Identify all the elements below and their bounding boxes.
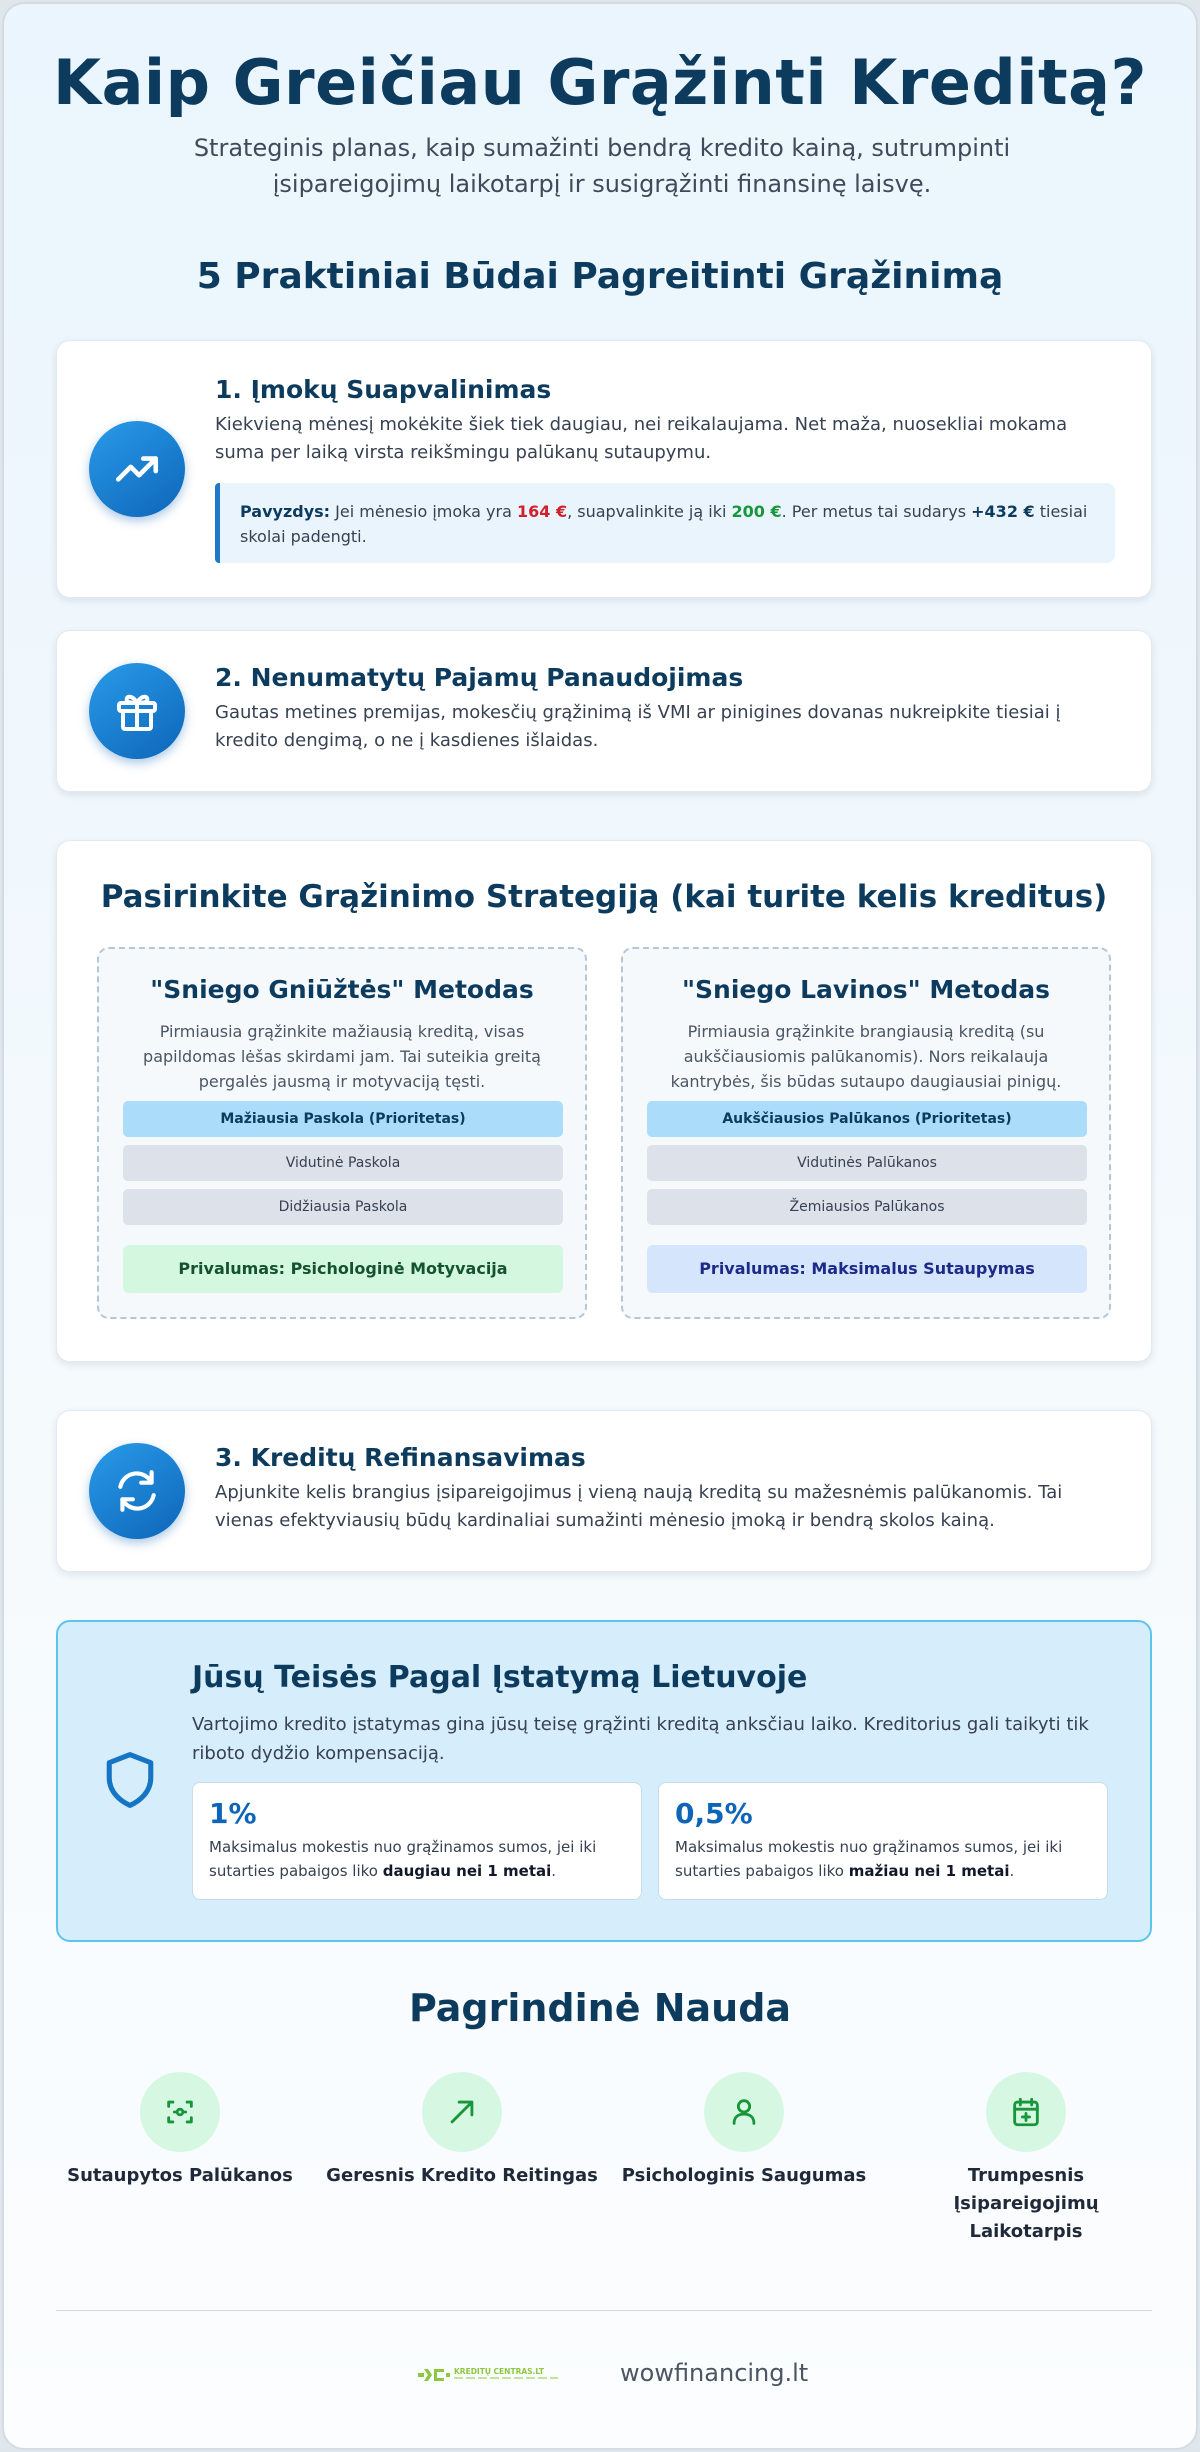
example-amount-current: 164 €	[516, 502, 568, 521]
example-label: Pavyzdys:	[240, 502, 331, 521]
card-description: Apjunkite kelis brangius įsipareigojimus į vieną naują kreditą su mažesnėmis palūkanomis. Tai vienas efektyviausių būdų kardinaliai sumažinti mėnesio įmoką ir bendrą skolos kainą.	[215, 1482, 1063, 1531]
method-description: Pirmiausia grąžinkite brangiausią kreditą (su aukščiausiomis palūkanomis). Nors reikalauja kantrybės, šis būdas sutaupo daugiausiai pinigų.	[670, 1022, 1062, 1091]
rate-end: .	[551, 1862, 557, 1880]
gift-icon	[89, 663, 185, 759]
rate-description	[209, 1835, 629, 1883]
card-description: Kiekvieną mėnesį mokėkite šiek tiek daugiau, nei reikalaujama. Net maža, nuosekliai mokama suma per laiką virsta reikšmingu palūkanų sutaupymu.	[215, 414, 1068, 463]
example-amount-rounded: 200 €	[731, 502, 782, 521]
example-amount-yearly: +432 €	[971, 502, 1035, 521]
card-description: Gautas metines premijas, mokesčių grąžinimą iš VMI ar pinigines dovanas nukreipkite tiesiai į kredito dengimą, o ne į kasdienes išlaidas.	[215, 702, 1061, 751]
strategy-title: Pasirinkite Grąžinimo Strategiją (kai turite kelis kreditus)	[100, 879, 1108, 915]
example-text: tiesiai skolai padengti.	[240, 502, 1088, 546]
refresh-icon	[89, 1443, 185, 1539]
snowball-method	[97, 947, 587, 1319]
secondary-step: Vidutinė Paskola	[123, 1145, 563, 1181]
method-description: Pirmiausia grąžinkite mažiausią kreditą, visas papildomas lėšas skirdami jam. Tai suteikia greitą pergalės jausmą ir motyvaciją tęsti.	[143, 1022, 541, 1091]
way-card-refinancing	[56, 1410, 1152, 1572]
infographic-page	[2, 2, 1198, 2450]
secondary-step: Vidutinės Palūkanos	[647, 1145, 1087, 1181]
priority-step: Aukščiausios Palūkanos (Prioritetas)	[647, 1101, 1087, 1137]
method-title: "Sniego Gniūžtės" Metodas	[150, 975, 534, 1004]
method-title: "Sniego Lavinos" Metodas	[682, 975, 1050, 1004]
page-title: Kaip Greičiau Grąžinti Kreditą?	[53, 46, 1147, 119]
card-title: 3. Kreditų Refinansavimas	[215, 1443, 586, 1472]
trending-up-icon	[89, 421, 185, 517]
page-subtitle: Strateginis planas, kaip sumažinti bendrą kredito kainą, sutrumpinti įsipareigojimų laikotarpį ir susigrąžinti finansinę laisvę.	[193, 134, 1011, 198]
shield-icon	[102, 1750, 158, 1810]
rate-emphasis: mažiau nei 1 metai	[848, 1862, 1010, 1880]
legal-title: Jūsų Teisės Pagal Įstatymą Lietuvoje	[192, 1660, 808, 1695]
benefit-badge: Privalumas: Maksimalus Sutaupymas	[647, 1245, 1087, 1293]
user-icon	[704, 2072, 784, 2152]
example-text: . Per metus tai sudarys	[781, 502, 972, 521]
secondary-step: Žemiausios Palūkanos	[647, 1189, 1087, 1225]
avalanche-method	[621, 947, 1111, 1319]
benefit-label: Geresnis Kredito Reitingas	[326, 2165, 598, 2186]
calendar-plus-icon	[986, 2072, 1066, 2152]
benefits-title: Pagrindinė Nauda	[408, 1986, 792, 2030]
rate-description	[675, 1835, 1095, 1883]
way-card-windfall	[56, 630, 1152, 792]
benefit-label: Trumpesnis Įsipareigojimų Laikotarpis	[953, 2165, 1099, 2242]
legal-description: Vartojimo kredito įstatymas gina jūsų teisę grąžinti kreditą anksčiau laiko. Kreditorius gali taikyti tik riboto dydžio kompensaciją.	[192, 1714, 1089, 1764]
ways-section-title: 5 Praktiniai Būdai Pagreitinti Grąžinimą	[196, 256, 1004, 297]
strategy-card	[56, 840, 1152, 1362]
rate-percent: 0,5%	[675, 1797, 753, 1830]
example-text: Jei mėnesio įmoka yra	[330, 502, 517, 521]
example-box	[215, 483, 1115, 563]
card-title: 1. Įmokų Suapvalinimas	[215, 375, 552, 404]
svg-text:KREDITŲ CENTRAS.LT: KREDITŲ CENTRAS.LT	[454, 2367, 545, 2376]
footer-divider	[56, 2310, 1152, 2311]
secondary-step: Didžiausia Paskola	[123, 1189, 563, 1225]
rate-percent: 1%	[209, 1797, 257, 1830]
benefit-label: Psichologinis Saugumas	[621, 2165, 867, 2186]
card-title: 2. Nenumatytų Pajamų Panaudojimas	[215, 663, 744, 692]
way-card-rounding	[56, 340, 1152, 598]
footer-site-link[interactable]: wowfinancing.lt	[620, 2359, 809, 2387]
kreditu-centras-logo[interactable]	[418, 2365, 578, 2385]
arrow-up-right-icon	[422, 2072, 502, 2152]
rate-text: Maksimalus mokestis nuo grąžinamos sumos, jei iki sutarties pabaigos liko	[675, 1838, 1063, 1880]
benefit-badge: Privalumas: Psichologinė Motyvacija	[123, 1245, 563, 1293]
rate-emphasis: daugiau nei 1 metai	[382, 1862, 552, 1880]
cash-icon	[140, 2072, 220, 2152]
priority-step: Mažiausia Paskola (Prioritetas)	[123, 1101, 563, 1137]
legal-rights-section	[56, 1620, 1152, 1942]
benefit-label: Sutaupytos Palūkanos	[67, 2165, 293, 2186]
example-text: , suapvalinkite ją iki	[567, 502, 732, 521]
rate-box-over-year	[192, 1782, 642, 1900]
rate-end: .	[1009, 1862, 1015, 1880]
rate-text: Maksimalus mokestis nuo grąžinamos sumos, jei iki sutarties pabaigos liko	[209, 1838, 597, 1880]
rate-box-under-year	[658, 1782, 1108, 1900]
